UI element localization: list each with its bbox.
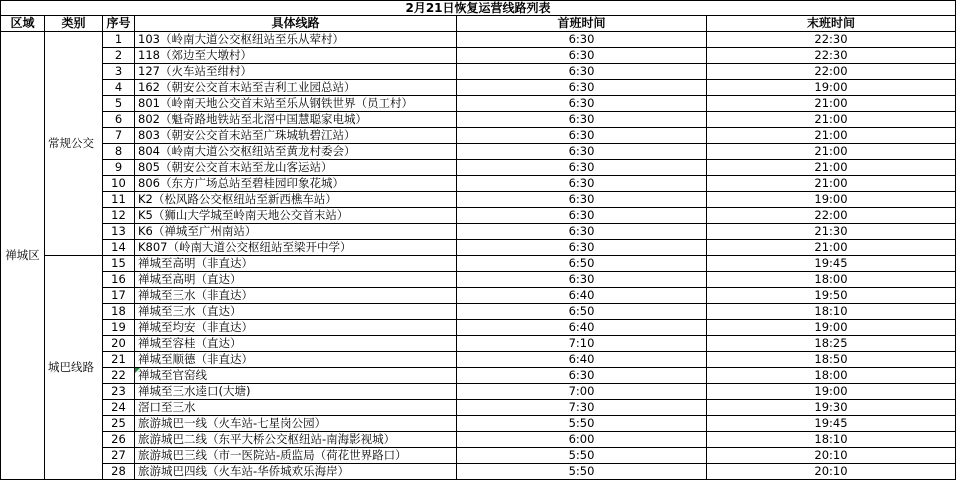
first-departure-cell[interactable]: 5:50 [457, 448, 707, 464]
first-departure-cell[interactable]: 6:50 [457, 304, 707, 320]
first-departure-cell[interactable]: 6:50 [457, 256, 707, 272]
index-cell[interactable]: 3 [103, 64, 135, 80]
index-cell[interactable]: 14 [103, 240, 135, 256]
index-cell[interactable]: 20 [103, 336, 135, 352]
first-departure-cell[interactable]: 7:30 [457, 400, 707, 416]
table-row [1, 176, 956, 192]
last-departure-cell[interactable]: 22:30 [707, 32, 956, 48]
header-first-departure[interactable]: 首班时间 [457, 16, 707, 32]
index-cell[interactable]: 2 [103, 48, 135, 64]
table-row [1, 272, 956, 288]
table-row [1, 400, 956, 416]
index-cell[interactable]: 9 [103, 160, 135, 176]
table-row [1, 224, 956, 240]
route-cell[interactable]: 805（朝安公交首末站至龙山客运站） [135, 160, 457, 176]
table-row [1, 384, 956, 400]
last-departure-cell[interactable]: 18:10 [707, 304, 956, 320]
route-cell[interactable]: 103（岭南大道公交枢纽站至乐从荤村） [135, 32, 457, 48]
table-row [1, 240, 956, 256]
last-departure-cell[interactable]: 21:00 [707, 112, 956, 128]
last-departure-cell[interactable]: 21:30 [707, 224, 956, 240]
table-row [1, 336, 956, 352]
index-cell[interactable]: 27 [103, 448, 135, 464]
header-category[interactable]: 类别 [45, 16, 103, 32]
last-departure-cell[interactable]: 18:50 [707, 352, 956, 368]
last-departure-cell[interactable]: 21:00 [707, 240, 956, 256]
table-row [1, 416, 956, 432]
route-cell[interactable]: 禅城至三水逵口(大塘) [135, 384, 457, 400]
first-departure-cell[interactable]: 6:30 [457, 224, 707, 240]
first-departure-cell[interactable]: 7:10 [457, 336, 707, 352]
first-departure-cell[interactable]: 6:30 [457, 48, 707, 64]
route-cell[interactable]: 162（朝安公交首末站至吉利工业园总站） [135, 80, 457, 96]
table-row [1, 80, 956, 96]
region-cell[interactable]: 禅城区 [1, 32, 45, 480]
first-departure-cell[interactable]: 6:30 [457, 144, 707, 160]
last-departure-cell[interactable]: 22:30 [707, 48, 956, 64]
last-departure-cell[interactable]: 19:00 [707, 320, 956, 336]
route-cell[interactable]: 禅城至顺德（非直达） [135, 352, 457, 368]
last-departure-cell[interactable]: 18:25 [707, 336, 956, 352]
table-row [1, 368, 956, 384]
index-cell[interactable]: 28 [103, 464, 135, 480]
route-cell[interactable]: 803（朝安公交首末站至广珠城轨碧江站） [135, 128, 457, 144]
index-cell[interactable]: 6 [103, 112, 135, 128]
index-cell[interactable]: 11 [103, 192, 135, 208]
first-departure-cell[interactable]: 6:40 [457, 320, 707, 336]
route-cell[interactable]: 旅游城巴一线（火车站-七星岗公园） [135, 416, 457, 432]
table-row [1, 144, 956, 160]
table-row [1, 208, 956, 224]
first-departure-cell[interactable]: 6:30 [457, 32, 707, 48]
header-row [1, 16, 956, 32]
first-departure-cell[interactable]: 6:40 [457, 288, 707, 304]
table-row [1, 96, 956, 112]
route-cell[interactable]: 127（火车站至绀村） [135, 64, 457, 80]
first-departure-cell[interactable]: 6:30 [457, 240, 707, 256]
last-departure-cell[interactable]: 21:00 [707, 160, 956, 176]
last-departure-cell[interactable]: 22:00 [707, 208, 956, 224]
last-departure-cell[interactable]: 19:30 [707, 400, 956, 416]
last-departure-cell[interactable]: 21:00 [707, 144, 956, 160]
index-cell[interactable]: 18 [103, 304, 135, 320]
last-departure-cell[interactable]: 19:00 [707, 384, 956, 400]
first-departure-cell[interactable]: 6:30 [457, 64, 707, 80]
index-cell[interactable]: 5 [103, 96, 135, 112]
index-cell[interactable]: 25 [103, 416, 135, 432]
last-departure-cell[interactable]: 19:00 [707, 80, 956, 96]
route-cell[interactable]: 804（岭南大道公交枢纽站至黄龙村委会） [135, 144, 457, 160]
index-cell[interactable]: 4 [103, 80, 135, 96]
index-cell[interactable]: 17 [103, 288, 135, 304]
table-title[interactable]: 2月21日恢复运营线路列表 [1, 1, 956, 16]
index-cell[interactable]: 1 [103, 32, 135, 48]
last-departure-cell[interactable]: 22:00 [707, 64, 956, 80]
index-cell[interactable]: 22 [103, 368, 135, 384]
table-row [1, 464, 956, 480]
index-cell[interactable]: 10 [103, 176, 135, 192]
header-last-departure[interactable]: 末班时间 [707, 16, 956, 32]
index-cell[interactable]: 8 [103, 144, 135, 160]
index-cell[interactable]: 16 [103, 272, 135, 288]
route-cell[interactable]: 旅游城巴三线（市一医院站-质监局（荷花世界路口） [135, 448, 457, 464]
route-cell[interactable]: 旅游城巴四线（火车站-华侨城欢乐海岸） [135, 464, 457, 480]
last-departure-cell[interactable]: 21:00 [707, 96, 956, 112]
table-row [1, 432, 956, 448]
header-region[interactable]: 区域 [1, 16, 45, 32]
route-cell[interactable]: 禅城至容桂（直达） [135, 336, 457, 352]
header-index[interactable]: 序号 [103, 16, 135, 32]
last-departure-cell[interactable]: 21:00 [707, 128, 956, 144]
first-departure-cell[interactable]: 6:30 [457, 96, 707, 112]
route-cell[interactable]: K807（岭南大道公交枢纽站至梁开中学） [135, 240, 457, 256]
route-cell[interactable]: 806（东方广场总站至碧桂园印象花城） [135, 176, 457, 192]
first-departure-cell[interactable]: 6:40 [457, 352, 707, 368]
last-departure-cell[interactable]: 18:10 [707, 432, 956, 448]
first-departure-cell[interactable]: 6:30 [457, 192, 707, 208]
index-cell[interactable]: 23 [103, 384, 135, 400]
index-cell[interactable]: 24 [103, 400, 135, 416]
header-route[interactable]: 具体线路 [135, 16, 457, 32]
route-cell[interactable]: 118（郊边至大墩村） [135, 48, 457, 64]
last-departure-cell[interactable]: 19:45 [707, 416, 956, 432]
route-cell[interactable]: K2（松风路公交枢纽站至新西樵车站） [135, 192, 457, 208]
table-row [1, 48, 956, 64]
route-cell[interactable]: 801（岭南天地公交首末站至乐从钢铁世界（员工村） [135, 96, 457, 112]
first-departure-cell[interactable]: 6:30 [457, 160, 707, 176]
last-departure-cell[interactable]: 18:00 [707, 368, 956, 384]
index-cell[interactable]: 26 [103, 432, 135, 448]
table-row [1, 112, 956, 128]
route-cell[interactable]: 禅城至均安（非直达） [135, 320, 457, 336]
route-cell[interactable]: 禅城至高明（直达） [135, 272, 457, 288]
first-departure-cell[interactable]: 6:30 [457, 208, 707, 224]
table-row [1, 288, 956, 304]
index-cell[interactable]: 7 [103, 128, 135, 144]
table-row [1, 448, 956, 464]
first-departure-cell[interactable]: 5:50 [457, 416, 707, 432]
table-row [1, 128, 956, 144]
last-departure-cell[interactable]: 19:50 [707, 288, 956, 304]
first-departure-cell[interactable]: 7:00 [457, 384, 707, 400]
first-departure-cell[interactable]: 5:50 [457, 464, 707, 480]
first-departure-cell[interactable]: 6:00 [457, 432, 707, 448]
index-cell[interactable]: 12 [103, 208, 135, 224]
index-cell[interactable]: 15 [103, 256, 135, 272]
route-cell[interactable]: 禅城至三水（非直达） [135, 288, 457, 304]
route-cell[interactable]: 滘口至三水 [135, 400, 457, 416]
table-row [1, 352, 956, 368]
index-cell[interactable]: 13 [103, 224, 135, 240]
table-row [1, 304, 956, 320]
table-row [1, 320, 956, 336]
index-cell[interactable]: 19 [103, 320, 135, 336]
index-cell[interactable]: 21 [103, 352, 135, 368]
route-cell[interactable]: 禅城至官窑线 [135, 368, 457, 384]
route-cell[interactable]: 旅游城巴二线（东平大桥公交枢纽站-南海影视城） [135, 432, 457, 448]
last-departure-cell[interactable]: 19:00 [707, 192, 956, 208]
route-cell[interactable]: 禅城至三水（直达） [135, 304, 457, 320]
table-row [1, 256, 956, 272]
route-cell[interactable]: 禅城至高明（非直达） [135, 256, 457, 272]
table-row [1, 32, 956, 48]
category-cell[interactable]: 城巴线路 [45, 256, 103, 480]
table-row [1, 160, 956, 176]
first-departure-cell[interactable]: 6:30 [457, 80, 707, 96]
last-departure-cell[interactable]: 19:45 [707, 256, 956, 272]
first-departure-cell[interactable]: 6:30 [457, 112, 707, 128]
route-cell[interactable]: 802（魁奇路地铁站至北滘中国慧聪家电城） [135, 112, 457, 128]
first-departure-cell[interactable]: 6:30 [457, 272, 707, 288]
category-cell[interactable]: 常规公交 [45, 32, 103, 256]
route-cell[interactable]: K6（禅城至广州南站） [135, 224, 457, 240]
table-row [1, 64, 956, 80]
last-departure-cell[interactable]: 18:00 [707, 272, 956, 288]
route-cell[interactable]: K5（狮山大学城至岭南天地公交首末站） [135, 208, 457, 224]
last-departure-cell[interactable]: 20:10 [707, 448, 956, 464]
first-departure-cell[interactable]: 6:30 [457, 128, 707, 144]
first-departure-cell[interactable]: 6:30 [457, 368, 707, 384]
first-departure-cell[interactable]: 6:30 [457, 176, 707, 192]
table-row [1, 192, 956, 208]
last-departure-cell[interactable]: 20:10 [707, 464, 956, 480]
last-departure-cell[interactable]: 21:00 [707, 176, 956, 192]
table-body [1, 32, 956, 480]
